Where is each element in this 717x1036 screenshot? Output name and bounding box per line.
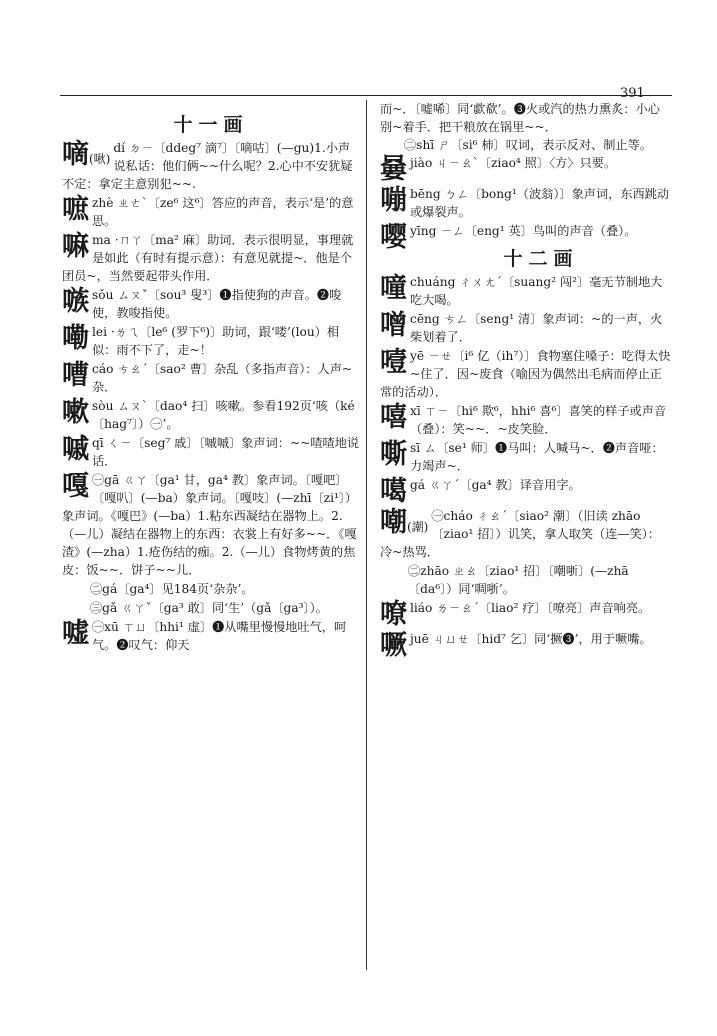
definition-text: ㊁zhāo ㄓㄠ〔ziao¹ 招〕〔嘲哳〕(—zhā〔da⁶〕）同‘啁哳’。 [408, 564, 629, 596]
headword-char: 噘 [380, 630, 407, 661]
headword [62, 435, 89, 465]
definition-text: ㊀xū ㄒㄩ〔hhi¹ 虚〕❶从嘴里慢慢地吐气，呵气。❷叹气：仰天 [92, 620, 347, 652]
definition-text: jiào ㄐㄧㄠˋ〔ziao⁴ 照〕〈方〉只要。 [410, 156, 617, 170]
definition-text: bēng ㄅㄥ〔bong¹（波翁）〕象声词，东西跳动或爆裂声。 [410, 187, 670, 219]
dictionary-entry [380, 310, 672, 346]
entry-list [380, 273, 672, 661]
dictionary-entry [62, 434, 360, 470]
definition-text: liáo ㄌㄧㄠˊ〔liao² 疗〕〔嘹亮〕声音响亮。 [410, 601, 651, 615]
headword [62, 472, 89, 502]
headword [380, 311, 407, 341]
sub-reading-text: ㊁shī ㄕ〔si⁶ 柿〕叹词，表示反对、制止等。 [404, 138, 652, 152]
headword-char: 嘎 [62, 471, 89, 502]
dictionary-entry [380, 154, 672, 185]
headword [62, 398, 89, 428]
entry-list [380, 154, 672, 253]
dictionary-entry [62, 599, 360, 617]
definition-text: ㊀gā ㄍㄚ〔ga¹ 甘，ga⁴ 教〕象声词。〔嘎吧〕〔嘎叭〕(—ba）象声词。〔嘎吱〕(—zhī〔zi¹〕）象声词。《嘎巴》(—ba）1.粘东西凝结在器物上。2.（—儿）凝结在器物上的东西：衣裳上有好多~~．《嘎渣》(—zha）1.疮伤结的痂。2.（—儿）食物烤黄的焦皮：饭~~．饼子~~儿． [62, 473, 358, 577]
definition-text: qī ㄑㄧ〔seg⁷ 戚〕〔嘁嘁〕象声词：~~喳喳地说话． [92, 436, 360, 468]
dictionary-entry [380, 630, 672, 661]
headword [380, 631, 407, 661]
dictionary-entry [380, 439, 672, 475]
definition-text: cēng ㄘㄥ〔seng¹ 清〕象声词：~的一声，火柴划着了． [410, 312, 663, 344]
dictionary-entry [62, 397, 360, 433]
left-column [62, 100, 360, 970]
headword-char: 嘞 [62, 323, 89, 354]
headword [62, 232, 89, 262]
dictionary-entry [62, 231, 360, 285]
dictionary-entry [380, 402, 672, 438]
headword [380, 223, 407, 253]
headword-char: 嘲 [380, 507, 407, 538]
headword [62, 324, 89, 354]
variant-form: (啾) [89, 152, 111, 166]
dictionary-entry [62, 323, 360, 359]
headword-char: 嗻 [62, 194, 89, 225]
headword [62, 195, 89, 225]
headword [62, 140, 110, 174]
definition-text: sī ㄙ〔se¹ 师〕❶马叫：人喊马~．❷声音哑：力竭声~． [410, 441, 664, 473]
definition-text: dí ㄉㄧ〔ddeg⁷ 滴⁷〕〔嘀咕〕(—gu)1.小声说私话：他们俩~~什么呢？2.心中不安犹疑不定：拿定主意别犯~~. [62, 141, 353, 191]
definition-text: ㊀cháo ㄔㄠˊ〔siao² 潮〕（旧读 zhāo〔ziao¹ 招〕）讥笑，拿人取笑（连—笑）：冷~热骂． [380, 509, 661, 559]
definition-text: juē ㄐㄩㄝ〔hid⁷ 乞〕同‘撅❸’，用于噘嘴。 [410, 632, 652, 646]
headword-char: 噌 [380, 310, 407, 341]
definition-text: lei ·ㄌㄟ〔le⁶ (罗下⁶)〕助词，跟‘喽’(lou）相似：雨不下了，走~！ [92, 325, 340, 357]
headword-char: 嗽 [62, 397, 89, 428]
definition-text: ㊂gǎ ㄍㄚˇ〔ga³ 敢〕同‘生’（gǎ〔ga³〕）。 [90, 601, 328, 615]
definition-text: sòu ㄙㄡˋ〔dao⁴ 扫〕咳嗽。参看192页‘咳（ké〔hag⁷〕）㊀’。 [92, 399, 355, 431]
dictionary-entry [62, 360, 360, 396]
headword [380, 186, 407, 216]
headword-char: 嘤 [380, 222, 407, 253]
headword-char: 嘹 [380, 599, 407, 630]
headword-char: 噎 [380, 347, 407, 378]
variant-form: (謿) [407, 520, 429, 534]
definition-text: gá ㄍㄚˊ〔ga⁴ 教〕译音用字。 [410, 478, 581, 492]
definition-text: ㊁gá〔ga⁴〕见184页‘杂杂’。 [90, 582, 254, 596]
right-column [380, 100, 672, 970]
headword-char: 嘣 [380, 185, 407, 216]
dictionary-entry [62, 618, 360, 654]
continued-entry-text: 而~．〔嘘唏〕同‘歔欷’。❸火或汽的热力熏炙：小心别~着手．把干粮放在锅里~~． [380, 102, 660, 134]
headword [380, 440, 407, 470]
page-number: 391 [620, 86, 645, 101]
headword [380, 155, 407, 185]
section-heading: 十二画 [503, 248, 579, 270]
headword-char: 嘈 [62, 360, 89, 391]
dictionary-entry [380, 507, 672, 561]
definition-text: zhè ㄓㄜˋ〔ze⁶ 这⁶〕答应的声音，表示‘是’的意思。 [92, 196, 354, 228]
headword-char: 嘶 [380, 439, 407, 470]
headword [62, 287, 89, 317]
dictionary-entry [380, 599, 672, 630]
headword-char: 噶 [380, 476, 407, 507]
dictionary-entry [380, 273, 672, 309]
definition-text: chuáng ㄔㄨㄤˊ〔suang² 闯²〕毫无节制地大吃大喝。 [410, 275, 663, 307]
definition-text: ma ·ㄇㄚ〔ma² 麻〕助词．表示很明显，事理就是如此（有时有提示意）：有意见就提~．他是个团员~，当然要起带头作用． [62, 233, 354, 283]
dictionary-entry [62, 580, 360, 598]
definition-text: yē ㄧㄝ〔i⁶ 亿（ih⁷）〕食物塞住嗓子：吃得太快~住了．因~废食（喻因为偶然出毛病而停止正常的活动）． [380, 349, 671, 399]
dictionary-entry [62, 194, 360, 230]
column-divider [366, 100, 367, 970]
headword [380, 348, 407, 378]
headword-char: 嘀 [62, 139, 89, 170]
headword [380, 274, 407, 304]
definition-text: xī ㄒㄧ〔hi⁶ 欺⁶，hhi⁶ 喜⁶〕喜笑的样子或声音（叠）：笑~~．~皮笑脸． [410, 404, 667, 436]
dictionary-entry [380, 347, 672, 401]
headword [380, 508, 428, 542]
headword-char: 嗾 [62, 286, 89, 317]
headword [62, 361, 89, 391]
dictionary-entry [380, 185, 672, 221]
definition-text: cáo ㄘㄠˊ〔sao² 曹〕杂乱（多指声音）：人声~杂． [92, 362, 353, 394]
entry-list [62, 139, 360, 654]
dictionary-entry [380, 476, 672, 507]
dictionary-entry [380, 562, 672, 598]
headword-char: 噇 [380, 273, 407, 304]
header-rule [60, 95, 672, 96]
headword-char: 嘛 [62, 231, 89, 262]
dictionary-entry [62, 286, 360, 322]
headword-char: 嘁 [62, 434, 89, 465]
dictionary-entry [380, 222, 672, 253]
headword [380, 403, 407, 433]
headword [380, 477, 407, 507]
headword [380, 600, 407, 630]
headword-char: 嘘 [62, 618, 89, 649]
dictionary-entry [62, 471, 360, 579]
dictionary-entry [62, 139, 360, 193]
definition-text: sǒu ㄙㄡˇ〔sou³ 叟³〕❶指使狗的声音。❷唆使，教唆指使。 [92, 288, 342, 320]
headword-char: 嘦 [380, 154, 407, 185]
headword [62, 619, 89, 649]
section-heading: 十一画 [173, 114, 249, 136]
headword-char: 嘻 [380, 402, 407, 433]
definition-text: yīng ㄧㄥ〔eng¹ 英〕鸟叫的声音（叠）。 [410, 224, 637, 238]
